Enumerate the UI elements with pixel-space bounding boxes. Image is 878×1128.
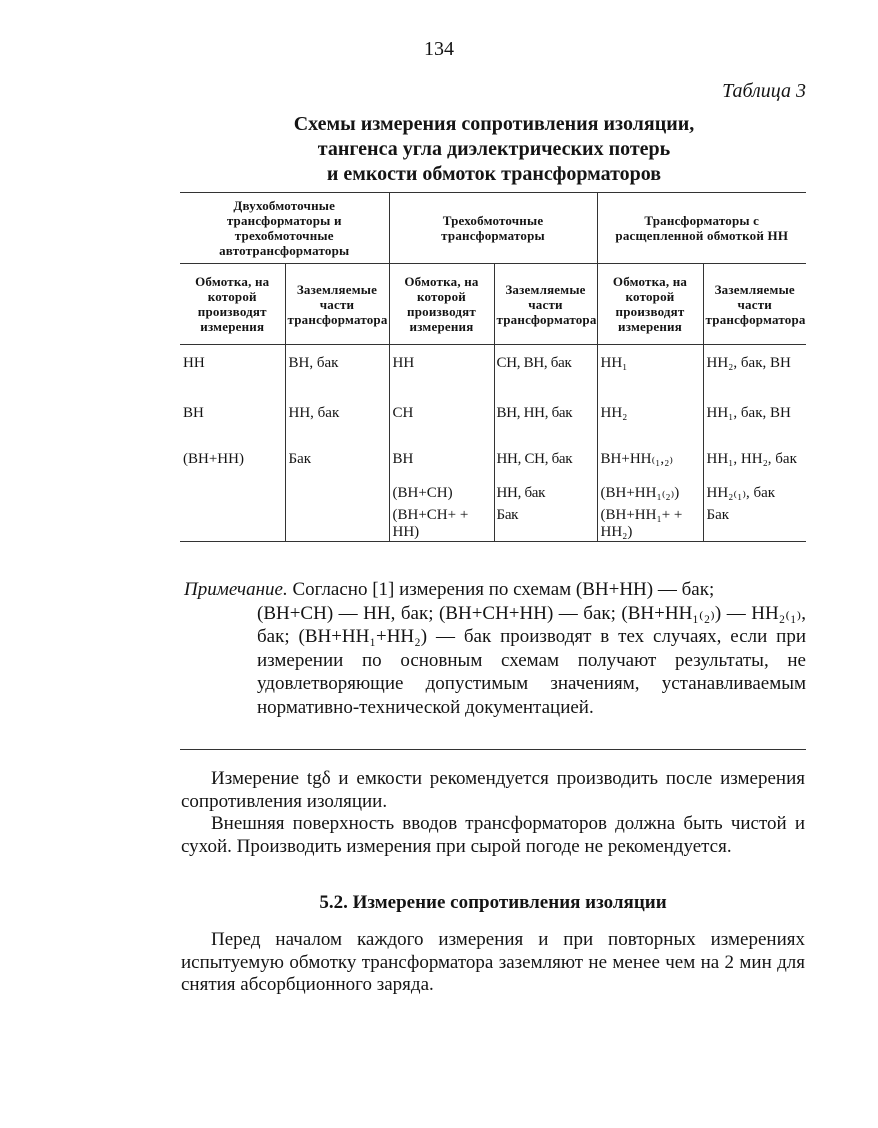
- table-row: [180, 345, 806, 392]
- table-title-line: тангенса угла диэлектрических потерь: [317, 138, 671, 160]
- subheader-winding: Обмотка, на которой производят измерения: [180, 264, 285, 345]
- table-cell: НН, СН, бак: [494, 437, 597, 483]
- note-first-text: Согласно [1] измерения по схемам (ВН+НН) — бак;: [292, 579, 715, 600]
- table-row: [180, 437, 806, 483]
- group-header-three-winding: Трехобмоточные трансформаторы: [389, 193, 597, 264]
- table-row: [180, 391, 806, 437]
- body-paragraph: Внешняя поверхность вводов трансформаторов должна быть чистой и сухой. Производить измерения при сырой погоде не рекомендуется.: [181, 813, 805, 857]
- page-number: 134: [424, 38, 454, 60]
- table-cell: ВН: [389, 437, 494, 483]
- table-cell: НН: [389, 345, 494, 392]
- table-cell: СН: [389, 391, 494, 437]
- table-cell: Бак: [494, 505, 597, 542]
- table-cell: НН, бак: [494, 483, 597, 505]
- table-cell: (ВН+СН+ + НН): [389, 505, 494, 542]
- table-title: [180, 112, 808, 187]
- table-cell: НН: [183, 355, 205, 371]
- table-cell: (ВН+СН): [389, 483, 494, 505]
- table-cell: ВН, НН, бак: [494, 391, 597, 437]
- subheader-winding: Обмотка, на которой производят измерения: [389, 264, 494, 345]
- table-cell: НН₂: [597, 391, 703, 437]
- subheader-grounded-parts: Заземляемые части трансформатора: [494, 264, 597, 345]
- table-cell: НН₁: [597, 345, 703, 392]
- table-cell: (ВН+НН₁+ + НН₂): [597, 505, 703, 542]
- table-cell: НН₁, НН₂, бак: [703, 437, 806, 483]
- note-label: Примечание.: [184, 579, 288, 600]
- table-cell: [285, 483, 389, 505]
- table-cell: ВН, бак: [285, 345, 389, 392]
- measurement-schemes-table: [180, 192, 806, 542]
- note-divider: [180, 749, 806, 750]
- table-title-line: Схемы измерения сопротивления изоляции,: [293, 113, 695, 135]
- body-paragraph: Измерение tgδ и емкости рекомендуется производить после измерения сопротивления изоляции.: [181, 768, 805, 812]
- table-cell: Бак: [285, 437, 389, 483]
- subheader-grounded-parts: Заземляемые части трансформатора: [703, 264, 806, 345]
- table-title-line: и емкости обмоток трансформаторов: [326, 163, 662, 185]
- table-cell: (ВН+НН): [183, 451, 244, 467]
- section-heading: 5.2. Измерение сопротивления изоляции: [319, 892, 667, 913]
- table-row: [180, 505, 806, 542]
- table-cell: ВН: [183, 405, 204, 421]
- table-row: [180, 483, 806, 505]
- table-cell: [180, 483, 285, 505]
- subheader-grounded-parts: Заземляемые части трансформатора: [285, 264, 389, 345]
- table-cell: Бак: [703, 505, 806, 542]
- table-cell: [285, 505, 389, 542]
- note-first-line: [184, 578, 806, 602]
- note-text: (ВН+СН) — НН, бак; (ВН+СН+НН) — бак; (ВН+НН₁₍₂₎) — НН₂₍₁₎, бак; (ВН+НН₁+НН₂) — бак производят в тех случаях, если при измерении по основным схемам получают результаты, не удовлетворяющие допустимым значениям, устанавливаемым нормативно-технической документацией.: [257, 602, 806, 718]
- group-header-two-winding: Двухобмоточные трансформаторы и трехобмоточные автотрансформаторы: [180, 193, 389, 264]
- table-cell: (ВН+НН₁₍₂₎): [597, 483, 703, 505]
- table-cell: [180, 505, 285, 542]
- table-cell: НН, бак: [285, 391, 389, 437]
- table-cell: НН₂₍₁₎, бак: [703, 483, 806, 505]
- subheader-winding: Обмотка, на которой производят измерения: [597, 264, 703, 345]
- group-header-split-winding: Трансформаторы с расщепленной обмоткой НН: [597, 193, 806, 264]
- table-note: [184, 578, 806, 719]
- table-cell: ВН+НН₍₁,₂₎: [597, 437, 703, 483]
- table-label: Таблица 3: [722, 80, 806, 102]
- body-paragraph: Перед началом каждого измерения и при повторных измерениях испытуемую обмотку трансформатора заземляют не менее чем на 2 мин для снятия абсорбционного заряда.: [181, 929, 805, 995]
- table-cell: СН, ВН, бак: [494, 345, 597, 392]
- table-cell: НН₂, бак, ВН: [703, 345, 806, 392]
- table-cell: НН₁, бак, ВН: [703, 391, 806, 437]
